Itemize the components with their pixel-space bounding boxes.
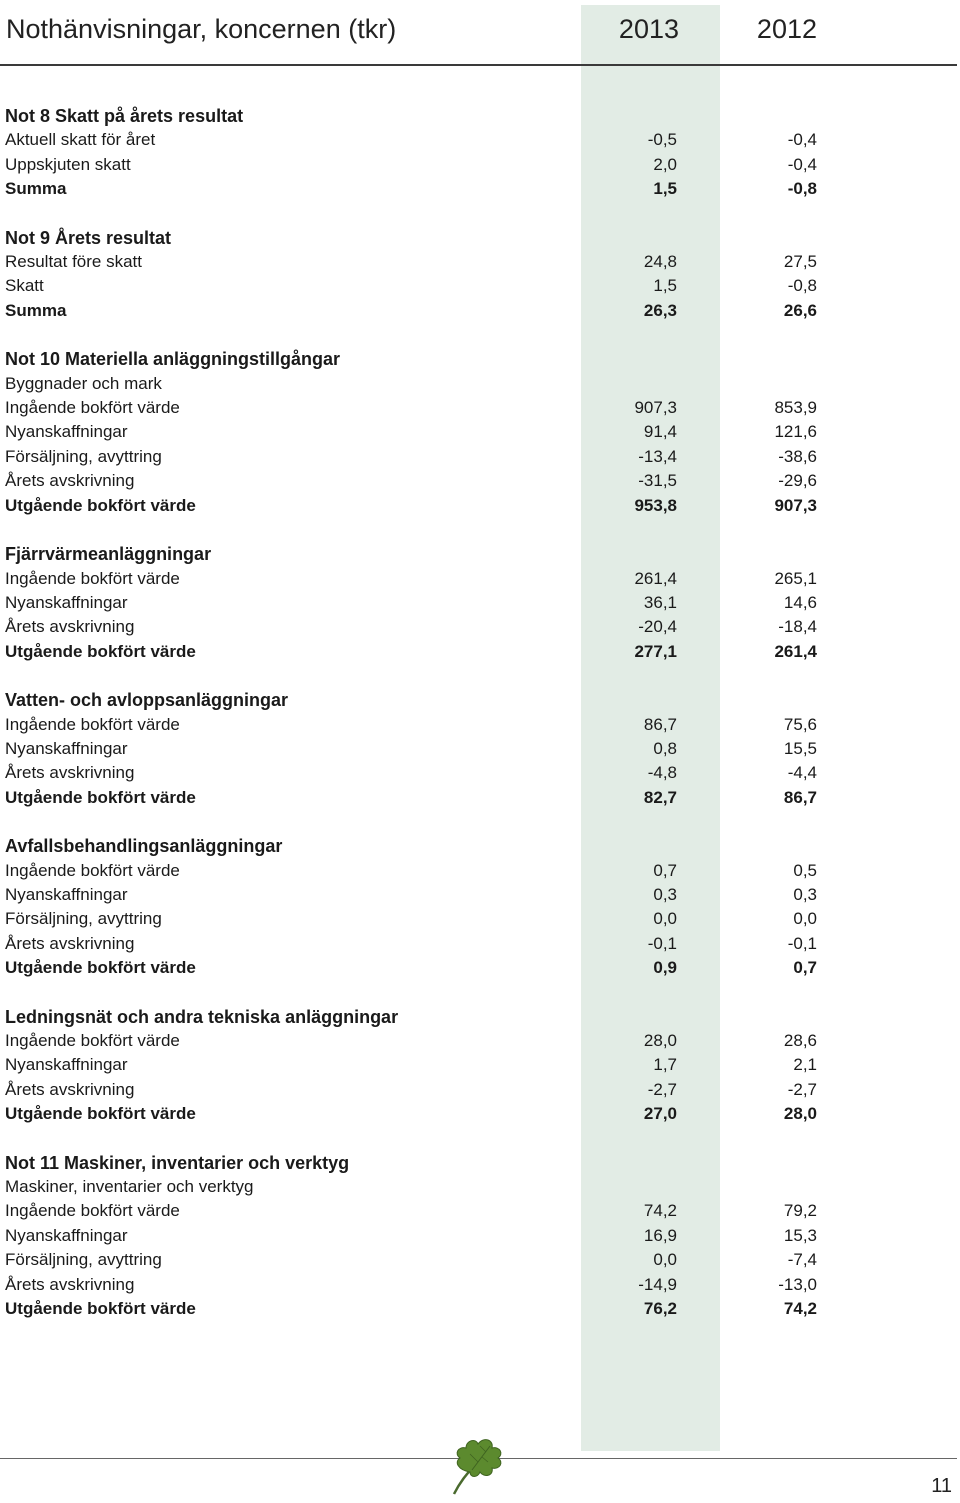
value-2013: -0,5 bbox=[647, 130, 677, 150]
row-label: Ledningsnät och andra tekniska anläggningar bbox=[5, 1006, 399, 1027]
row-label: Avfallsbehandlingsanläggningar bbox=[5, 836, 283, 857]
table-row bbox=[5, 761, 817, 785]
value-2012: -2,7 bbox=[787, 1079, 817, 1099]
header-divider bbox=[0, 64, 957, 66]
table-row bbox=[5, 567, 817, 591]
row-spacer bbox=[5, 810, 817, 834]
value-2013: 86,7 bbox=[643, 714, 677, 734]
value-2012: -0,4 bbox=[787, 130, 817, 150]
value-2013: 0,9 bbox=[653, 958, 677, 978]
row-label: Ingående bokfört värde bbox=[5, 1201, 180, 1221]
value-2012: 121,6 bbox=[774, 422, 817, 442]
row-label: Utgående bokfört värde bbox=[5, 958, 196, 978]
value-2012: 15,3 bbox=[783, 1225, 817, 1245]
value-2013: 27,0 bbox=[643, 1104, 677, 1124]
value-2012: 2,1 bbox=[793, 1055, 817, 1075]
row-label: Resultat före skatt bbox=[5, 252, 143, 272]
value-2012: 261,4 bbox=[774, 641, 817, 661]
value-2013: 26,3 bbox=[643, 300, 677, 320]
value-2012: -0,8 bbox=[787, 179, 817, 199]
table-row bbox=[5, 737, 817, 761]
row-label: Nyanskaffningar bbox=[5, 1055, 128, 1075]
value-2013: 76,2 bbox=[643, 1298, 677, 1318]
row-label: Försäljning, avyttring bbox=[5, 446, 162, 466]
value-2013: 1,5 bbox=[653, 179, 677, 199]
value-2013: 0,7 bbox=[653, 860, 677, 880]
total-row bbox=[5, 640, 817, 664]
value-2013: 91,4 bbox=[643, 422, 677, 442]
page-number: 11 bbox=[931, 1475, 952, 1497]
table-row bbox=[5, 372, 817, 396]
row-label: Utgående bokfört värde bbox=[5, 641, 196, 661]
value-2012: 79,2 bbox=[783, 1201, 817, 1221]
value-2013: 0,0 bbox=[653, 1250, 677, 1270]
value-2013: 36,1 bbox=[643, 592, 677, 612]
row-label: Not 11 Maskiner, inventarier och verktyg bbox=[5, 1152, 350, 1173]
row-label: Årets avskrivning bbox=[5, 471, 135, 491]
table-row bbox=[5, 1078, 817, 1102]
table-row bbox=[5, 1029, 817, 1053]
value-2013: 277,1 bbox=[634, 641, 677, 661]
table-row bbox=[5, 250, 817, 274]
total-row bbox=[5, 299, 817, 323]
notes-table bbox=[5, 104, 817, 1321]
page-title: Nothänvisningar, koncernen (tkr) bbox=[6, 14, 397, 44]
value-2012: -0,8 bbox=[787, 276, 817, 296]
value-2012: -7,4 bbox=[787, 1250, 817, 1270]
value-2012: 75,6 bbox=[783, 714, 817, 734]
value-2013: 0,3 bbox=[653, 885, 677, 904]
value-2013: 24,8 bbox=[643, 252, 677, 272]
row-label: Utgående bokfört värde bbox=[5, 1104, 196, 1124]
value-2012: -18,4 bbox=[778, 617, 817, 637]
table-row bbox=[5, 396, 817, 420]
value-2013: -31,5 bbox=[638, 471, 677, 491]
table-row bbox=[5, 469, 817, 493]
row-spacer bbox=[5, 664, 817, 688]
value-2012: 86,7 bbox=[783, 787, 817, 807]
table-row bbox=[5, 859, 817, 883]
row-label: Utgående bokfört värde bbox=[5, 787, 196, 807]
table-row bbox=[5, 128, 817, 152]
value-2013: 907,3 bbox=[634, 398, 677, 418]
row-label: Nyanskaffningar bbox=[5, 885, 128, 904]
value-2013: 953,8 bbox=[634, 495, 677, 515]
value-2013: 1,7 bbox=[653, 1055, 677, 1075]
section-heading bbox=[5, 226, 817, 250]
value-2013: -14,9 bbox=[638, 1274, 677, 1294]
table-row bbox=[5, 420, 817, 444]
value-2012: -0,1 bbox=[787, 933, 817, 953]
row-label: Försäljning, avyttring bbox=[5, 909, 162, 929]
section-heading bbox=[5, 1005, 817, 1029]
value-2012: -38,6 bbox=[778, 446, 817, 466]
value-2012: 14,6 bbox=[783, 592, 817, 612]
total-row bbox=[5, 177, 817, 201]
value-2012: -4,4 bbox=[787, 763, 817, 783]
row-label: Ingående bokfört värde bbox=[5, 568, 180, 588]
value-2013: 2,0 bbox=[653, 154, 677, 174]
table-row bbox=[5, 615, 817, 639]
table-row bbox=[5, 1273, 817, 1297]
value-2013: 16,9 bbox=[643, 1225, 677, 1245]
row-spacer bbox=[5, 201, 817, 225]
value-2013: -4,8 bbox=[647, 763, 677, 783]
row-label: Ingående bokfört värde bbox=[5, 398, 180, 418]
row-label: Årets avskrivning bbox=[5, 1274, 135, 1294]
row-label: Försäljning, avyttring bbox=[5, 1250, 162, 1270]
section-heading bbox=[5, 347, 817, 371]
oak-leaf-icon bbox=[440, 1432, 512, 1498]
page-header bbox=[0, 0, 960, 66]
value-2012: -29,6 bbox=[778, 471, 817, 491]
value-2013: 0,8 bbox=[653, 738, 677, 758]
row-label: Not 9 Årets resultat bbox=[5, 227, 172, 248]
value-2013: 261,4 bbox=[634, 568, 677, 588]
section-heading bbox=[5, 688, 817, 712]
value-2012: 28,6 bbox=[783, 1031, 817, 1051]
section-heading bbox=[5, 1151, 817, 1175]
value-2012: 0,3 bbox=[793, 885, 817, 904]
value-2012: 74,2 bbox=[783, 1298, 817, 1318]
value-2012: 907,3 bbox=[774, 495, 817, 515]
total-row bbox=[5, 494, 817, 518]
value-2013: -20,4 bbox=[638, 617, 677, 637]
row-spacer bbox=[5, 1126, 817, 1150]
value-2013: -2,7 bbox=[647, 1079, 677, 1099]
row-label: Summa bbox=[5, 300, 67, 320]
value-2012: 27,5 bbox=[783, 252, 817, 272]
row-label: Uppskjuten skatt bbox=[5, 154, 131, 174]
row-label: Nyanskaffningar bbox=[5, 592, 128, 612]
row-label: Not 10 Materiella anläggningstillgångar bbox=[5, 349, 341, 370]
value-2012: -13,0 bbox=[778, 1274, 817, 1294]
value-2012: 26,6 bbox=[783, 300, 817, 320]
table-row bbox=[5, 1224, 817, 1248]
row-spacer bbox=[5, 518, 817, 542]
table-row bbox=[5, 1175, 817, 1199]
row-label: Skatt bbox=[5, 276, 44, 296]
value-2013: 28,0 bbox=[643, 1031, 677, 1051]
table-row bbox=[5, 907, 817, 931]
value-2012: 265,1 bbox=[774, 568, 817, 588]
table-row bbox=[5, 445, 817, 469]
row-label: Summa bbox=[5, 179, 67, 199]
row-label: Fjärrvärmeanläggningar bbox=[5, 544, 212, 565]
row-label: Byggnader och mark bbox=[5, 373, 162, 393]
row-label: Årets avskrivning bbox=[5, 763, 135, 783]
section-heading bbox=[5, 104, 817, 128]
value-2012: 28,0 bbox=[783, 1104, 817, 1124]
value-2013: 82,7 bbox=[643, 787, 677, 807]
total-row bbox=[5, 1297, 817, 1321]
row-label: Utgående bokfört värde bbox=[5, 495, 196, 515]
value-2013: -0,1 bbox=[647, 933, 677, 953]
table-row bbox=[5, 274, 817, 298]
total-row bbox=[5, 1102, 817, 1126]
table-row bbox=[5, 932, 817, 956]
row-spacer bbox=[5, 980, 817, 1004]
table-row bbox=[5, 1053, 817, 1077]
row-label: Årets avskrivning bbox=[5, 617, 135, 637]
total-row bbox=[5, 786, 817, 810]
column-header-2013: 2013 bbox=[618, 14, 679, 44]
column-header-2012: 2012 bbox=[756, 14, 817, 44]
table-row bbox=[5, 1199, 817, 1223]
row-label: Nyanskaffningar bbox=[5, 422, 128, 442]
table-row bbox=[5, 713, 817, 737]
row-label: Ingående bokfört värde bbox=[5, 860, 180, 880]
row-label: Nyanskaffningar bbox=[5, 1225, 128, 1245]
row-label: Maskiner, inventarier och verktyg bbox=[5, 1177, 254, 1197]
table-row bbox=[5, 591, 817, 615]
row-label: Nyanskaffningar bbox=[5, 738, 128, 758]
row-label: Ingående bokfört värde bbox=[5, 714, 180, 734]
row-label: Aktuell skatt för året bbox=[5, 130, 156, 150]
total-row bbox=[5, 956, 817, 980]
section-heading bbox=[5, 834, 817, 858]
row-label: Not 8 Skatt på årets resultat bbox=[5, 106, 244, 126]
row-label: Vatten- och avloppsanläggningar bbox=[5, 690, 289, 711]
row-label: Årets avskrivning bbox=[5, 933, 135, 953]
value-2013: -13,4 bbox=[638, 446, 677, 466]
row-label: Årets avskrivning bbox=[5, 1079, 135, 1099]
value-2013: 74,2 bbox=[643, 1201, 677, 1221]
value-2012: 0,5 bbox=[793, 860, 817, 880]
row-label: Utgående bokfört värde bbox=[5, 1298, 196, 1318]
row-label: Ingående bokfört värde bbox=[5, 1031, 180, 1051]
table-row bbox=[5, 1248, 817, 1272]
section-heading bbox=[5, 542, 817, 566]
value-2012: 0,0 bbox=[793, 909, 817, 929]
value-2012: -0,4 bbox=[787, 154, 817, 174]
value-2012: 0,7 bbox=[793, 958, 817, 978]
value-2012: 15,5 bbox=[783, 738, 817, 758]
table-row bbox=[5, 153, 817, 177]
value-2013: 0,0 bbox=[653, 909, 677, 929]
value-2013: 1,5 bbox=[653, 276, 677, 296]
value-2012: 853,9 bbox=[774, 398, 817, 418]
table-row bbox=[5, 883, 817, 907]
row-spacer bbox=[5, 323, 817, 347]
